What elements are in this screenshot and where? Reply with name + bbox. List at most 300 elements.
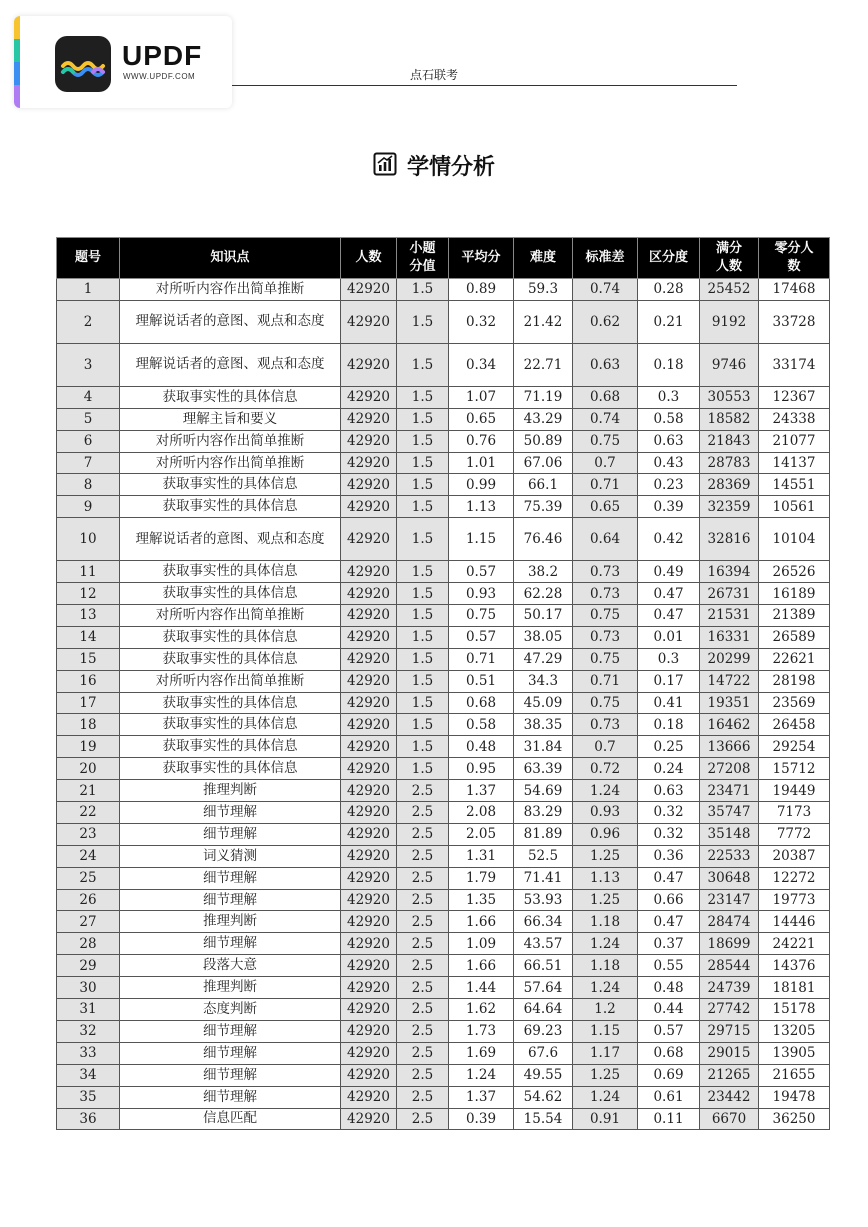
cell-zero-score-count: 21655 xyxy=(759,1064,830,1086)
cell-knowledge-point: 细节理解 xyxy=(120,1042,341,1064)
table-row xyxy=(57,670,830,692)
cell-average: 1.69 xyxy=(449,1042,514,1064)
cell-knowledge-point: 细节理解 xyxy=(120,823,341,845)
cell-difficulty: 71.19 xyxy=(514,386,573,408)
cell-std-dev: 0.74 xyxy=(573,408,638,430)
cell-difficulty: 50.89 xyxy=(514,430,573,452)
cell-average: 2.05 xyxy=(449,823,514,845)
cell-average: 1.31 xyxy=(449,845,514,867)
cell-discrimination: 0.01 xyxy=(638,626,700,648)
cell-zero-score-count: 21389 xyxy=(759,605,830,627)
cell-average: 0.32 xyxy=(449,300,514,343)
cell-difficulty: 38.2 xyxy=(514,561,573,583)
cell-zero-score-count: 22621 xyxy=(759,648,830,670)
cell-average: 0.57 xyxy=(449,561,514,583)
cell-discrimination: 0.42 xyxy=(638,518,700,561)
cell-average: 1.62 xyxy=(449,999,514,1021)
cell-question-no: 1 xyxy=(57,279,120,301)
cell-count: 42920 xyxy=(341,955,397,977)
cell-item-score: 1.5 xyxy=(397,518,449,561)
cell-discrimination: 0.63 xyxy=(638,780,700,802)
cell-count: 42920 xyxy=(341,823,397,845)
cell-full-score-count: 32816 xyxy=(700,518,759,561)
cell-count: 42920 xyxy=(341,758,397,780)
col-std-dev: 标准差 xyxy=(573,238,638,279)
cell-knowledge-point: 细节理解 xyxy=(120,1064,341,1086)
cell-discrimination: 0.66 xyxy=(638,889,700,911)
cell-full-score-count: 21843 xyxy=(700,430,759,452)
cell-discrimination: 0.18 xyxy=(638,714,700,736)
cell-zero-score-count: 10104 xyxy=(759,518,830,561)
cell-discrimination: 0.3 xyxy=(638,648,700,670)
cell-full-score-count: 28783 xyxy=(700,452,759,474)
cell-difficulty: 38.05 xyxy=(514,626,573,648)
cell-knowledge-point: 细节理解 xyxy=(120,1020,341,1042)
cell-item-score: 2.5 xyxy=(397,780,449,802)
cell-item-score: 1.5 xyxy=(397,343,449,386)
cell-average: 1.44 xyxy=(449,977,514,999)
cell-count: 42920 xyxy=(341,670,397,692)
cell-average: 0.89 xyxy=(449,279,514,301)
cell-std-dev: 0.96 xyxy=(573,823,638,845)
cell-question-no: 24 xyxy=(57,845,120,867)
cell-knowledge-point: 细节理解 xyxy=(120,933,341,955)
cell-discrimination: 0.41 xyxy=(638,692,700,714)
cell-discrimination: 0.24 xyxy=(638,758,700,780)
cell-difficulty: 53.93 xyxy=(514,889,573,911)
cell-discrimination: 0.28 xyxy=(638,279,700,301)
cell-item-score: 2.5 xyxy=(397,999,449,1021)
table-row xyxy=(57,692,830,714)
cell-zero-score-count: 7772 xyxy=(759,823,830,845)
cell-zero-score-count: 14376 xyxy=(759,955,830,977)
cell-difficulty: 50.17 xyxy=(514,605,573,627)
cell-difficulty: 38.35 xyxy=(514,714,573,736)
cell-full-score-count: 16331 xyxy=(700,626,759,648)
cell-item-score: 2.5 xyxy=(397,1086,449,1108)
table-row xyxy=(57,823,830,845)
updf-watermark-logo xyxy=(14,16,232,108)
strip-purple xyxy=(14,85,20,108)
brand-name: UPDF xyxy=(122,40,203,71)
cell-discrimination: 0.36 xyxy=(638,845,700,867)
cell-difficulty: 54.62 xyxy=(514,1086,573,1108)
cell-difficulty: 15.54 xyxy=(514,1108,573,1130)
cell-average: 1.79 xyxy=(449,867,514,889)
cell-average: 2.08 xyxy=(449,802,514,824)
table-row xyxy=(57,802,830,824)
cell-zero-score-count: 33174 xyxy=(759,343,830,386)
cell-count: 42920 xyxy=(341,1086,397,1108)
cell-item-score: 1.5 xyxy=(397,430,449,452)
cell-zero-score-count: 10561 xyxy=(759,496,830,518)
cell-item-score: 2.5 xyxy=(397,1064,449,1086)
cell-zero-score-count: 21077 xyxy=(759,430,830,452)
cell-item-score: 2.5 xyxy=(397,1108,449,1130)
cell-item-score: 2.5 xyxy=(397,845,449,867)
cell-zero-score-count: 17468 xyxy=(759,279,830,301)
cell-std-dev: 0.7 xyxy=(573,452,638,474)
cell-zero-score-count: 14551 xyxy=(759,474,830,496)
cell-question-no: 19 xyxy=(57,736,120,758)
cell-item-score: 2.5 xyxy=(397,1042,449,1064)
cell-std-dev: 1.13 xyxy=(573,867,638,889)
table-row xyxy=(57,758,830,780)
cell-item-score: 2.5 xyxy=(397,867,449,889)
cell-question-no: 9 xyxy=(57,496,120,518)
cell-knowledge-point: 获取事实性的具体信息 xyxy=(120,692,341,714)
cell-item-score: 1.5 xyxy=(397,648,449,670)
cell-std-dev: 0.73 xyxy=(573,714,638,736)
table-row xyxy=(57,955,830,977)
table-row xyxy=(57,452,830,474)
cell-question-no: 34 xyxy=(57,1064,120,1086)
cell-item-score: 2.5 xyxy=(397,977,449,999)
cell-full-score-count: 29015 xyxy=(700,1042,759,1064)
cell-discrimination: 0.55 xyxy=(638,955,700,977)
cell-full-score-count: 18582 xyxy=(700,408,759,430)
cell-average: 1.15 xyxy=(449,518,514,561)
cell-average: 1.66 xyxy=(449,955,514,977)
cell-std-dev: 1.24 xyxy=(573,780,638,802)
table-row xyxy=(57,714,830,736)
cell-question-no: 11 xyxy=(57,561,120,583)
cell-difficulty: 64.64 xyxy=(514,999,573,1021)
cell-knowledge-point: 获取事实性的具体信息 xyxy=(120,626,341,648)
cell-difficulty: 45.09 xyxy=(514,692,573,714)
cell-count: 42920 xyxy=(341,933,397,955)
cell-item-score: 1.5 xyxy=(397,474,449,496)
cell-discrimination: 0.61 xyxy=(638,1086,700,1108)
cell-item-score: 1.5 xyxy=(397,386,449,408)
cell-question-no: 17 xyxy=(57,692,120,714)
table-row xyxy=(57,780,830,802)
cell-question-no: 10 xyxy=(57,518,120,561)
col-question-no: 题号 xyxy=(57,238,120,279)
cell-zero-score-count: 19449 xyxy=(759,780,830,802)
cell-zero-score-count: 7173 xyxy=(759,802,830,824)
cell-question-no: 28 xyxy=(57,933,120,955)
cell-full-score-count: 22533 xyxy=(700,845,759,867)
cell-question-no: 6 xyxy=(57,430,120,452)
cell-std-dev: 1.2 xyxy=(573,999,638,1021)
cell-difficulty: 59.3 xyxy=(514,279,573,301)
cell-std-dev: 0.62 xyxy=(573,300,638,343)
table-row xyxy=(57,867,830,889)
cell-discrimination: 0.3 xyxy=(638,386,700,408)
cell-discrimination: 0.43 xyxy=(638,452,700,474)
cell-std-dev: 0.7 xyxy=(573,736,638,758)
cell-std-dev: 0.75 xyxy=(573,605,638,627)
cell-average: 0.75 xyxy=(449,605,514,627)
cell-std-dev: 1.18 xyxy=(573,955,638,977)
cell-std-dev: 0.68 xyxy=(573,386,638,408)
cell-discrimination: 0.58 xyxy=(638,408,700,430)
cell-full-score-count: 35148 xyxy=(700,823,759,845)
cell-item-score: 1.5 xyxy=(397,714,449,736)
cell-full-score-count: 14722 xyxy=(700,670,759,692)
cell-average: 0.93 xyxy=(449,583,514,605)
updf-logo-icon xyxy=(55,36,111,92)
cell-item-score: 1.5 xyxy=(397,408,449,430)
cell-difficulty: 66.34 xyxy=(514,911,573,933)
table-row xyxy=(57,736,830,758)
cell-average: 0.51 xyxy=(449,670,514,692)
cell-knowledge-point: 对所听内容作出简单推断 xyxy=(120,452,341,474)
cell-zero-score-count: 26526 xyxy=(759,561,830,583)
cell-std-dev: 1.17 xyxy=(573,1042,638,1064)
cell-std-dev: 0.71 xyxy=(573,670,638,692)
brand-url: WWW.UPDF.COM xyxy=(123,72,196,81)
cell-question-no: 4 xyxy=(57,386,120,408)
table-row xyxy=(57,999,830,1021)
score-analysis-table xyxy=(56,237,830,1130)
cell-item-score: 1.5 xyxy=(397,561,449,583)
cell-std-dev: 0.73 xyxy=(573,626,638,648)
cell-item-score: 2.5 xyxy=(397,1020,449,1042)
table-row xyxy=(57,408,830,430)
cell-std-dev: 1.25 xyxy=(573,845,638,867)
table-row xyxy=(57,518,830,561)
cell-item-score: 2.5 xyxy=(397,889,449,911)
table-row xyxy=(57,911,830,933)
cell-average: 1.35 xyxy=(449,889,514,911)
cell-average: 0.48 xyxy=(449,736,514,758)
col-count: 人数 xyxy=(341,238,397,279)
cell-full-score-count: 28369 xyxy=(700,474,759,496)
cell-average: 0.57 xyxy=(449,626,514,648)
cell-item-score: 1.5 xyxy=(397,692,449,714)
cell-discrimination: 0.11 xyxy=(638,1108,700,1130)
cell-knowledge-point: 获取事实性的具体信息 xyxy=(120,496,341,518)
cell-std-dev: 0.75 xyxy=(573,648,638,670)
cell-question-no: 8 xyxy=(57,474,120,496)
cell-count: 42920 xyxy=(341,999,397,1021)
table-row xyxy=(57,977,830,999)
cell-average: 0.68 xyxy=(449,692,514,714)
cell-zero-score-count: 13905 xyxy=(759,1042,830,1064)
cell-item-score: 1.5 xyxy=(397,583,449,605)
cell-knowledge-point: 推理判断 xyxy=(120,780,341,802)
cell-count: 42920 xyxy=(341,386,397,408)
cell-std-dev: 0.75 xyxy=(573,430,638,452)
cell-difficulty: 54.69 xyxy=(514,780,573,802)
header-divider xyxy=(232,85,737,86)
cell-average: 0.76 xyxy=(449,430,514,452)
cell-count: 42920 xyxy=(341,714,397,736)
cell-average: 1.01 xyxy=(449,452,514,474)
cell-knowledge-point: 细节理解 xyxy=(120,802,341,824)
cell-count: 42920 xyxy=(341,692,397,714)
col-item-score: 小题 分值 xyxy=(397,238,449,279)
table-row xyxy=(57,386,830,408)
cell-zero-score-count: 20387 xyxy=(759,845,830,867)
cell-count: 42920 xyxy=(341,430,397,452)
cell-std-dev: 0.93 xyxy=(573,802,638,824)
cell-std-dev: 1.25 xyxy=(573,889,638,911)
cell-knowledge-point: 获取事实性的具体信息 xyxy=(120,758,341,780)
cell-count: 42920 xyxy=(341,605,397,627)
cell-difficulty: 67.6 xyxy=(514,1042,573,1064)
col-discrimination: 区分度 xyxy=(638,238,700,279)
cell-question-no: 2 xyxy=(57,300,120,343)
table-row xyxy=(57,279,830,301)
cell-std-dev: 0.73 xyxy=(573,561,638,583)
section-title xyxy=(0,150,868,181)
cell-knowledge-point: 获取事实性的具体信息 xyxy=(120,714,341,736)
cell-average: 0.39 xyxy=(449,1108,514,1130)
cell-std-dev: 1.24 xyxy=(573,977,638,999)
cell-question-no: 22 xyxy=(57,802,120,824)
cell-discrimination: 0.47 xyxy=(638,911,700,933)
cell-average: 0.34 xyxy=(449,343,514,386)
cell-average: 1.13 xyxy=(449,496,514,518)
table-row xyxy=(57,889,830,911)
cell-full-score-count: 27742 xyxy=(700,999,759,1021)
cell-count: 42920 xyxy=(341,408,397,430)
cell-full-score-count: 27208 xyxy=(700,758,759,780)
cell-knowledge-point: 获取事实性的具体信息 xyxy=(120,736,341,758)
table-row xyxy=(57,1020,830,1042)
cell-full-score-count: 28474 xyxy=(700,911,759,933)
cell-item-score: 2.5 xyxy=(397,802,449,824)
cell-full-score-count: 20299 xyxy=(700,648,759,670)
table-row xyxy=(57,583,830,605)
cell-count: 42920 xyxy=(341,343,397,386)
cell-item-score: 1.5 xyxy=(397,626,449,648)
cell-zero-score-count: 26458 xyxy=(759,714,830,736)
cell-std-dev: 0.71 xyxy=(573,474,638,496)
cell-count: 42920 xyxy=(341,911,397,933)
cell-knowledge-point: 理解主旨和要义 xyxy=(120,408,341,430)
cell-discrimination: 0.68 xyxy=(638,1042,700,1064)
cell-knowledge-point: 段落大意 xyxy=(120,955,341,977)
cell-average: 1.66 xyxy=(449,911,514,933)
cell-full-score-count: 29715 xyxy=(700,1020,759,1042)
cell-std-dev: 0.64 xyxy=(573,518,638,561)
cell-item-score: 1.5 xyxy=(397,758,449,780)
cell-discrimination: 0.47 xyxy=(638,583,700,605)
cell-discrimination: 0.63 xyxy=(638,430,700,452)
cell-average: 0.71 xyxy=(449,648,514,670)
cell-item-score: 1.5 xyxy=(397,605,449,627)
cell-discrimination: 0.23 xyxy=(638,474,700,496)
cell-discrimination: 0.69 xyxy=(638,1064,700,1086)
cell-discrimination: 0.39 xyxy=(638,496,700,518)
cell-count: 42920 xyxy=(341,1064,397,1086)
col-zero-score-count: 零分人 数 xyxy=(759,238,830,279)
cell-item-score: 1.5 xyxy=(397,452,449,474)
page-header: 点石联考 xyxy=(409,68,458,82)
cell-full-score-count: 28544 xyxy=(700,955,759,977)
cell-full-score-count: 23471 xyxy=(700,780,759,802)
cell-count: 42920 xyxy=(341,300,397,343)
cell-count: 42920 xyxy=(341,867,397,889)
table-row xyxy=(57,1064,830,1086)
cell-count: 42920 xyxy=(341,1020,397,1042)
cell-full-score-count: 30553 xyxy=(700,386,759,408)
table-row xyxy=(57,1086,830,1108)
table-row xyxy=(57,605,830,627)
cell-count: 42920 xyxy=(341,496,397,518)
cell-discrimination: 0.32 xyxy=(638,802,700,824)
cell-knowledge-point: 态度判断 xyxy=(120,999,341,1021)
cell-difficulty: 71.41 xyxy=(514,867,573,889)
cell-item-score: 2.5 xyxy=(397,911,449,933)
cell-full-score-count: 23147 xyxy=(700,889,759,911)
cell-zero-score-count: 23569 xyxy=(759,692,830,714)
cell-full-score-count: 23442 xyxy=(700,1086,759,1108)
cell-question-no: 20 xyxy=(57,758,120,780)
table-row xyxy=(57,1042,830,1064)
cell-question-no: 27 xyxy=(57,911,120,933)
cell-question-no: 7 xyxy=(57,452,120,474)
cell-average: 1.73 xyxy=(449,1020,514,1042)
table-row xyxy=(57,430,830,452)
cell-knowledge-point: 获取事实性的具体信息 xyxy=(120,648,341,670)
cell-full-score-count: 16462 xyxy=(700,714,759,736)
cell-item-score: 1.5 xyxy=(397,670,449,692)
cell-discrimination: 0.18 xyxy=(638,343,700,386)
cell-knowledge-point: 理解说话者的意图、观点和态度 xyxy=(120,300,341,343)
cell-question-no: 14 xyxy=(57,626,120,648)
cell-knowledge-point: 推理判断 xyxy=(120,977,341,999)
cell-difficulty: 43.29 xyxy=(514,408,573,430)
cell-difficulty: 21.42 xyxy=(514,300,573,343)
cell-knowledge-point: 获取事实性的具体信息 xyxy=(120,386,341,408)
cell-count: 42920 xyxy=(341,889,397,911)
cell-knowledge-point: 理解说话者的意图、观点和态度 xyxy=(120,343,341,386)
strip-green xyxy=(14,39,20,62)
cell-knowledge-point: 理解说话者的意图、观点和态度 xyxy=(120,518,341,561)
table-header-row xyxy=(57,238,830,279)
col-full-score-count: 满分 人数 xyxy=(700,238,759,279)
cell-zero-score-count: 19773 xyxy=(759,889,830,911)
table-row xyxy=(57,845,830,867)
cell-question-no: 36 xyxy=(57,1108,120,1130)
cell-std-dev: 0.73 xyxy=(573,583,638,605)
cell-question-no: 23 xyxy=(57,823,120,845)
table-row xyxy=(57,561,830,583)
cell-difficulty: 81.89 xyxy=(514,823,573,845)
cell-full-score-count: 25452 xyxy=(700,279,759,301)
cell-difficulty: 66.1 xyxy=(514,474,573,496)
cell-question-no: 31 xyxy=(57,999,120,1021)
cell-zero-score-count: 24221 xyxy=(759,933,830,955)
cell-knowledge-point: 词义猜测 xyxy=(120,845,341,867)
cell-full-score-count: 26731 xyxy=(700,583,759,605)
cell-discrimination: 0.49 xyxy=(638,561,700,583)
cell-count: 42920 xyxy=(341,583,397,605)
cell-item-score: 1.5 xyxy=(397,736,449,758)
cell-question-no: 15 xyxy=(57,648,120,670)
cell-difficulty: 22.71 xyxy=(514,343,573,386)
cell-zero-score-count: 18181 xyxy=(759,977,830,999)
table-row xyxy=(57,648,830,670)
cell-count: 42920 xyxy=(341,1042,397,1064)
cell-difficulty: 57.64 xyxy=(514,977,573,999)
table-row xyxy=(57,343,830,386)
strip-yellow xyxy=(14,16,20,39)
cell-difficulty: 47.29 xyxy=(514,648,573,670)
cell-difficulty: 52.5 xyxy=(514,845,573,867)
cell-discrimination: 0.25 xyxy=(638,736,700,758)
cell-count: 42920 xyxy=(341,977,397,999)
cell-question-no: 13 xyxy=(57,605,120,627)
cell-knowledge-point: 对所听内容作出简单推断 xyxy=(120,430,341,452)
cell-count: 42920 xyxy=(341,518,397,561)
cell-count: 42920 xyxy=(341,648,397,670)
